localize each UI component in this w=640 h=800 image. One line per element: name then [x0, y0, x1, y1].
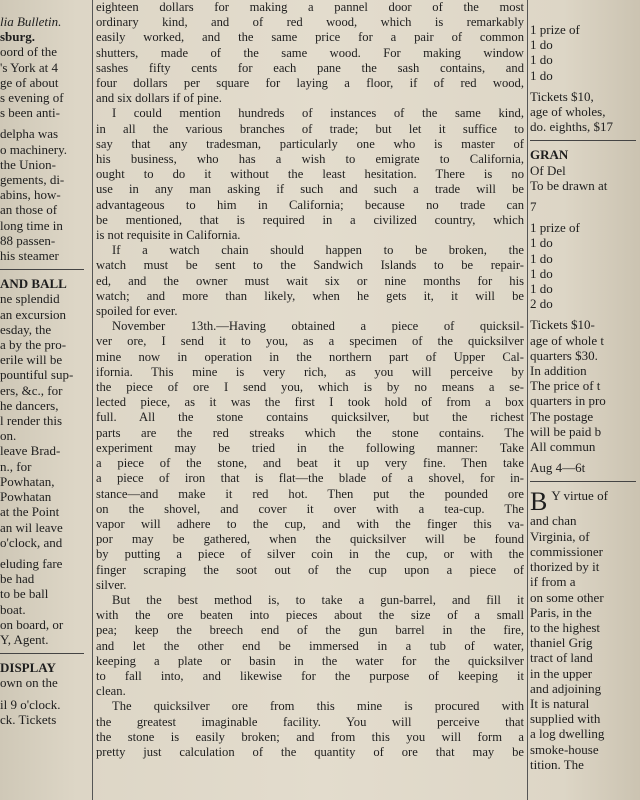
article-text-line: I could mention hundreds of instances of the same kind,	[112, 106, 524, 121]
article-text-line: full. All the stone contains quicksilver, but the richest	[96, 410, 524, 425]
left-column-text-line: boat.	[0, 601, 26, 617]
left-column-text-line: esday, the	[0, 321, 52, 337]
advert-lines	[530, 0, 640, 772]
section-divider	[0, 269, 84, 270]
article-text-line: November 13th.—Having obtained a piece of quicksil-	[112, 319, 524, 334]
left-column-text-line: on board, or	[0, 616, 64, 632]
advert-text-line: Tickets $10-	[530, 317, 595, 333]
left-column-text-line: an wil leave	[0, 519, 63, 535]
left-column-text-line: n., for	[0, 458, 32, 474]
article-lines	[96, 0, 524, 760]
left-column-text-line: sburg.	[0, 29, 36, 45]
left-column-text-line: an those of	[0, 202, 58, 218]
advert-text-line: 1 do	[530, 265, 553, 281]
advert-text-line: a log dwelling	[530, 726, 605, 742]
article-text-line: in all the various branches of trade; but let it suffice to	[96, 121, 524, 136]
advert-text-line: 1 do	[530, 281, 553, 297]
advert-text-line: smoke-house	[530, 741, 599, 757]
left-column-text-line: il 9 o'clock.	[0, 696, 61, 712]
left-column-text-line: Powhatan,	[0, 473, 55, 489]
drop-cap: B	[530, 488, 548, 514]
article-text-line: by putting a piece of silver coin in the cup, or with the	[96, 547, 524, 562]
advert-text-line: It is natural	[530, 695, 590, 711]
advert-text-line: Paris, in the	[530, 604, 592, 620]
left-column-text-line: 88 passen-	[0, 232, 56, 248]
left-column-text-line: ck. Tickets	[0, 711, 57, 727]
left-column	[0, 0, 88, 800]
advert-text-line: on some other	[530, 589, 604, 605]
advert-text-line: commissioner	[530, 543, 603, 559]
article-text-line: ordinary kind, and of red wood, which is remarkably	[96, 15, 524, 30]
advert-text-line: Tickets $10,	[530, 88, 594, 104]
article-text-line: If a watch chain should happen to be broken, the	[112, 243, 524, 258]
left-column-text-line: pountiful sup-	[0, 367, 74, 383]
advert-text-line: 1 prize of	[530, 220, 580, 236]
left-column-text-line: an excursion	[0, 306, 67, 322]
left-column-text-line: own on the	[0, 675, 58, 691]
left-column-text-line: oord of the	[0, 44, 58, 60]
article-text-line: be mentioned, that is required in a civilized country, which	[96, 212, 524, 227]
advert-text-line: 1 do	[530, 250, 553, 266]
article-text-line: and let the other end be immersed in a tub of water,	[96, 638, 524, 653]
article-text-line: ought to do it without the least hesitation. There is no	[96, 167, 524, 182]
advert-text-line: 1 do	[530, 37, 553, 53]
article-text-line: ed, and the owner must wait six or nine months for his	[96, 273, 524, 288]
advert-text-line: age of wholes,	[530, 104, 606, 120]
left-column-text-line: to be ball	[0, 586, 49, 602]
column-rule-left	[92, 0, 93, 800]
article-text-line: and six dollars if of pine.	[96, 91, 222, 106]
advert-text-line: to the highest	[530, 619, 601, 635]
advert-text-line: do. eighths, $17	[530, 119, 614, 135]
article-text-line: the greatest imaginable facility. You will perceive that	[96, 714, 524, 729]
left-column-text-line: ne splendid	[0, 291, 60, 307]
article-text-line: on the shovel, and cover it over with a tea-cup. The	[96, 501, 524, 516]
section-divider	[530, 140, 636, 141]
left-column-text-line: a by the pro-	[0, 337, 67, 353]
advert-text-line: thorized by it	[530, 559, 600, 575]
article-text-line: clean.	[96, 684, 126, 699]
left-column-text-line: leave Brad-	[0, 443, 61, 459]
advert-text-line: thaniel Grig	[530, 635, 593, 651]
left-column-text-line: DISPLAY	[0, 660, 56, 676]
advert-text-line: if from a	[530, 574, 576, 590]
article-text-line: to fall into, and likewise for the purpose of keeping it	[96, 668, 524, 683]
article-text-line: with the ore beaten into pieces about the size of a small	[96, 608, 524, 623]
article-text-line: pretty just calculation of the quantity of ore that may be	[96, 744, 524, 759]
left-column-text-line: his steamer	[0, 248, 59, 264]
advert-text-line: age of whole t	[530, 332, 605, 348]
advert-text-line: quarters in pro	[530, 393, 606, 409]
advert-text-line: In addition	[530, 363, 587, 379]
left-column-text-line: lia Bulletin.	[0, 14, 62, 29]
article-text-line: lected piece, as it was the first I took hold of from a box	[96, 395, 524, 410]
article-text-line: ifornia. This mine is very rich, as you will perceive by	[96, 364, 524, 379]
article-text-line: say that any tradesman, particularly one who is master of	[96, 136, 524, 151]
advert-text-line	[530, 488, 640, 513]
left-column-text-line: delpha was	[0, 126, 59, 142]
article-text-line: mine now in operation in the northern part of Upper Cal-	[96, 349, 524, 364]
advert-text-line: To be drawn at	[530, 177, 608, 193]
article-text-line: stance—and make it red hot. Then put the pounded ore	[96, 486, 524, 501]
article-text-line: eighteen dollars for making a pannel door of the most	[96, 0, 524, 14]
article-text-line: a piece of the stone, and beat it up very fine. Then take	[96, 456, 524, 471]
section-divider	[530, 481, 636, 482]
left-column-text-line: s been anti-	[0, 105, 60, 121]
article-text-line: his business, who has a wish to emigrate to California,	[96, 152, 524, 167]
article-text-line: parts are the red streaks which the stone contains. The	[96, 425, 524, 440]
advert-text-line: in the upper	[530, 665, 593, 681]
left-column-text-line: abins, how-	[0, 187, 61, 203]
article-text-line: spoiled for ever.	[96, 304, 178, 319]
article-text-line: easily worked, and the same price for a pair of common	[96, 30, 524, 45]
advert-text-line: tract of land	[530, 650, 593, 666]
advert-text-line: Aug 4—6t	[530, 460, 586, 476]
article-text-line: finger scraping the soot out of the cup upon a piece of	[96, 562, 524, 577]
left-column-text-line: 's York at 4	[0, 59, 58, 75]
left-column-text-line: Y, Agent.	[0, 631, 49, 647]
left-column-text-line: eluding fare	[0, 555, 63, 571]
advert-text-line: The postage	[530, 408, 594, 424]
advert-text-line: and chan	[530, 513, 577, 529]
article-text-line: vapor will adhere to the cup, and with the finger this va-	[96, 516, 524, 531]
advert-text-line: quarters $30.	[530, 347, 598, 363]
left-column-text-line: s evening of	[0, 90, 64, 106]
article-text-line: ver ore, I send it to you, as a specimen of the quicksilver	[96, 334, 524, 349]
left-column-text-line: ers, &c., for	[0, 382, 63, 398]
advert-text-line: 1 do	[530, 52, 553, 68]
section-divider	[0, 653, 84, 654]
left-column-text-line: o'clock, and	[0, 534, 63, 550]
article-text-line: a piece of iron that is flat—the blade of a shovel, for in-	[96, 471, 524, 486]
article-text-line: use in any man asking if such and such a trade will be	[96, 182, 524, 197]
article-text-line: But the best method is, to take a gun-barrel, and fill it	[112, 592, 524, 607]
advert-text-line: 1 prize of	[530, 22, 580, 37]
middle-column-article	[96, 0, 524, 800]
advert-text-line: and adjoining	[530, 680, 602, 696]
advert-text-line: All commun	[530, 439, 596, 455]
advert-text-line: 7	[530, 199, 537, 215]
column-rule-right	[527, 0, 528, 800]
left-column-text-line: gements, di-	[0, 172, 65, 188]
right-column-advertisements	[530, 0, 640, 800]
left-column-text-line: the Union-	[0, 156, 56, 172]
article-text-line: is not requisite in California.	[96, 228, 241, 243]
article-text-line: the stone is easily broken; and from this you will form a	[96, 729, 524, 744]
advert-text-line: The price of t	[530, 378, 601, 394]
article-text-line: the piece of ore I send you, which is by no means a se-	[96, 380, 524, 395]
left-column-lines	[0, 0, 88, 727]
advert-text-line: GRAN	[530, 147, 569, 163]
advert-text-line: 1 do	[530, 67, 553, 83]
advert-text-line: supplied with	[530, 711, 601, 727]
advert-text-line: 2 do	[530, 296, 553, 312]
left-column-text-line: he dancers,	[0, 397, 59, 413]
advert-text-line: Virginia, of	[530, 528, 590, 544]
left-column-text-line: at the Point	[0, 504, 60, 520]
advert-text-line: 1 do	[530, 235, 553, 251]
article-text-line: watch; and more than likely, when he gets it, it will be	[96, 288, 524, 303]
left-column-text-line: erile will be	[0, 352, 63, 368]
drop-cap-rest: Y virtue of	[551, 488, 608, 504]
article-text-line: sashes fifty cents for each pane the sash contains, and	[96, 60, 524, 75]
left-column-text-line: ge of about	[0, 74, 59, 90]
left-column-text-line: l render this	[0, 413, 63, 429]
advert-text-line: tition. The	[530, 756, 584, 772]
article-text-line: The quicksilver ore from this mine is procured with	[112, 699, 524, 714]
left-column-text-line: Powhatan	[0, 489, 52, 505]
article-text-line: advantageous to him in California; because no trade can	[96, 197, 524, 212]
advert-text-line: will be paid b	[530, 423, 602, 439]
left-column-text-line: AND BALL	[0, 276, 67, 292]
article-text-line: watch must be sent to the Sandwich Islands to be repair-	[96, 258, 524, 273]
article-text-line: keeping a plate or basin in the water for the quicksilver	[96, 653, 524, 668]
advert-text-line: Of Del	[530, 162, 566, 178]
article-text-line: shutters, made of the same wood. For making window	[96, 45, 524, 60]
article-text-line: silver.	[96, 577, 127, 592]
left-column-text-line: long time in	[0, 217, 63, 233]
article-text-line: four dollars per square for laying a floor, if of red wood,	[96, 76, 524, 91]
article-text-line: experiment may be tried in the following manner: Take	[96, 440, 524, 455]
article-text-line: pea; keep the breech end of the gun barrel in the fire,	[96, 623, 524, 638]
left-column-text-line: on.	[0, 428, 17, 444]
left-column-text-line: be had	[0, 571, 35, 587]
article-text-line: por may be gathered, when the quicksilver will be found	[96, 532, 524, 547]
left-column-text-line: o machinery.	[0, 141, 68, 157]
